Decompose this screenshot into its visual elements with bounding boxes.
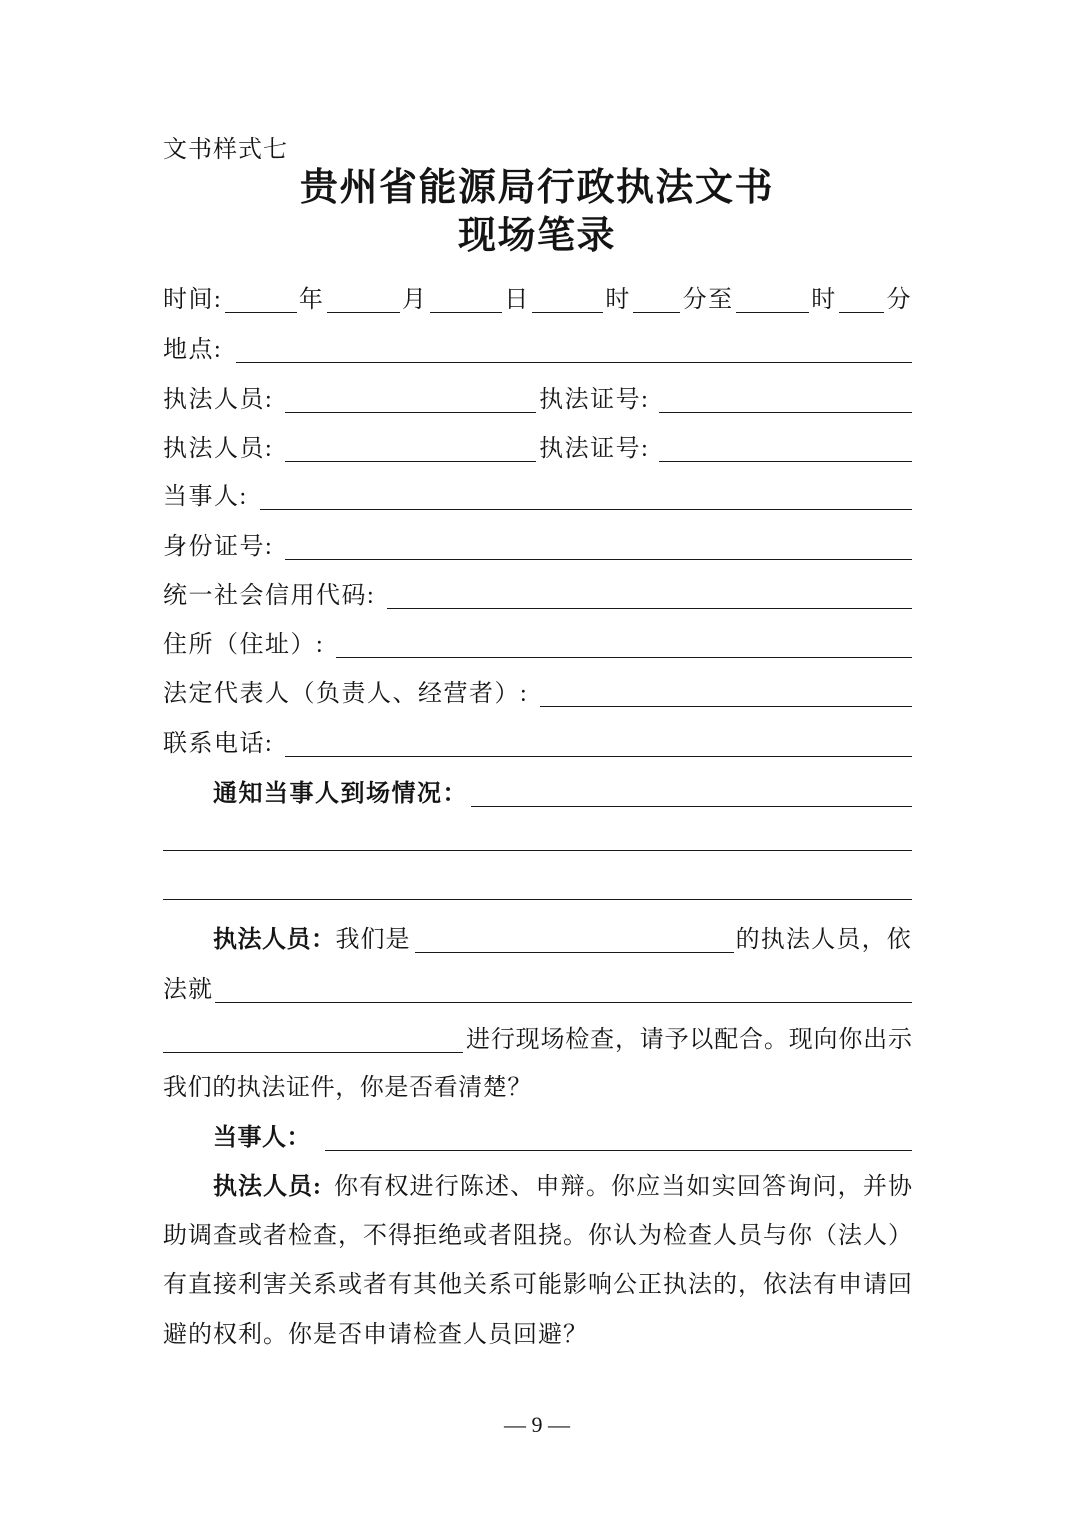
legal-rep-blank bbox=[540, 706, 912, 707]
rights-text: 有直接利害关系或者有其他关系可能影响公正执法的，依法有申请回 bbox=[163, 1272, 912, 1298]
notify-blank bbox=[471, 806, 912, 807]
place-row bbox=[163, 335, 912, 365]
credit-code-blank bbox=[387, 608, 912, 609]
officer-row bbox=[163, 385, 912, 415]
day-blank bbox=[430, 312, 502, 313]
intro-text: 法就 bbox=[163, 977, 213, 1003]
legal-rep-label: 法定代表人（负责人、经营者）: bbox=[163, 681, 529, 707]
credit-code-label: 统一社会信用代码: bbox=[163, 583, 376, 609]
minute-to-unit: 分 bbox=[886, 287, 912, 313]
rights-line-1 bbox=[213, 1172, 912, 1202]
document-style-label: 文书样式七 bbox=[163, 137, 288, 163]
address-blank bbox=[336, 657, 912, 658]
id-number-blank bbox=[285, 559, 912, 560]
place-blank bbox=[236, 362, 912, 363]
blank-line bbox=[163, 850, 912, 851]
intro-line-3 bbox=[163, 1025, 912, 1055]
notify-blank-line bbox=[163, 823, 912, 853]
intro-line-2 bbox=[163, 975, 912, 1005]
intro-text: 的执法人员，依 bbox=[735, 927, 912, 953]
place-label: 地点: bbox=[163, 337, 223, 363]
party-reply-row bbox=[213, 1123, 912, 1153]
document-title: 贵州省能源局行政执法文书 bbox=[299, 167, 774, 209]
cert-number-label: 执法证号: bbox=[539, 387, 650, 413]
rights-text: 助调查或者检查，不得拒绝或者阻挠。你认为检查人员与你（法人） bbox=[163, 1223, 912, 1249]
time-row bbox=[163, 285, 912, 315]
hour-from-blank bbox=[532, 312, 603, 313]
rights-text: 你有权进行陈述、申辩。你应当如实回答询问，并协 bbox=[334, 1174, 912, 1200]
legal-rep-row bbox=[163, 679, 912, 709]
matter-blank bbox=[215, 1002, 912, 1003]
matter-blank bbox=[163, 1052, 463, 1053]
intro-text: 我们是 bbox=[335, 927, 411, 953]
intro-speaker: 执法人员： bbox=[213, 927, 336, 953]
intro-line-4 bbox=[163, 1073, 912, 1103]
phone-row bbox=[163, 729, 912, 759]
minute-from-blank bbox=[633, 312, 680, 313]
officer-name-blank bbox=[285, 461, 536, 462]
minute-from-unit: 分至 bbox=[682, 287, 734, 313]
document-subtitle: 现场笔录 bbox=[457, 215, 616, 257]
cert-number-label: 执法证号: bbox=[539, 436, 650, 462]
notify-label: 通知当事人到场情况： bbox=[213, 781, 468, 807]
minute-to-blank bbox=[839, 312, 884, 313]
rights-line-3 bbox=[163, 1270, 912, 1300]
hour-to-blank bbox=[736, 312, 809, 313]
rights-speaker: 执法人员: bbox=[213, 1174, 322, 1200]
address-label: 住所（住址）: bbox=[163, 632, 325, 658]
year-blank bbox=[225, 312, 297, 313]
time-label: 时间: bbox=[163, 287, 223, 313]
cert-number-blank bbox=[659, 461, 912, 462]
address-row bbox=[163, 630, 912, 660]
party-label: 当事人: bbox=[163, 484, 248, 510]
notify-blank-line bbox=[163, 872, 912, 902]
hour-to-unit: 时 bbox=[811, 287, 837, 313]
hour-from-unit: 时 bbox=[605, 287, 631, 313]
rights-line-4 bbox=[163, 1320, 912, 1350]
party-blank bbox=[260, 509, 912, 510]
month-blank bbox=[327, 312, 400, 313]
phone-blank bbox=[285, 756, 912, 757]
rights-text: 避的权利。你是否申请检查人员回避？ bbox=[163, 1322, 588, 1348]
party-reply-blank bbox=[325, 1150, 912, 1151]
rights-line-2 bbox=[163, 1221, 912, 1251]
intro-text: 进行现场检查，请予以配合。现向你出示 bbox=[466, 1027, 912, 1053]
phone-label: 联系电话: bbox=[163, 731, 274, 757]
blank-line bbox=[163, 899, 912, 900]
year-unit: 年 bbox=[298, 287, 325, 313]
party-reply-speaker: 当事人： bbox=[213, 1125, 311, 1151]
officer-label: 执法人员: bbox=[163, 436, 274, 462]
month-unit: 月 bbox=[402, 287, 428, 313]
day-unit: 日 bbox=[504, 287, 530, 313]
party-row bbox=[163, 482, 912, 512]
officer-row bbox=[163, 434, 912, 464]
notify-row bbox=[213, 779, 912, 809]
unit-blank bbox=[415, 952, 734, 953]
credit-code-row bbox=[163, 581, 912, 611]
id-number-row bbox=[163, 532, 912, 562]
page-number: — 9 — bbox=[504, 1412, 570, 1437]
id-number-label: 身份证号: bbox=[163, 534, 274, 560]
officer-label: 执法人员: bbox=[163, 387, 274, 413]
intro-question: 我们的执法证件，你是否看清楚？ bbox=[163, 1075, 532, 1101]
cert-number-blank bbox=[659, 412, 912, 413]
officer-name-blank bbox=[285, 412, 536, 413]
intro-line-1 bbox=[213, 925, 912, 955]
